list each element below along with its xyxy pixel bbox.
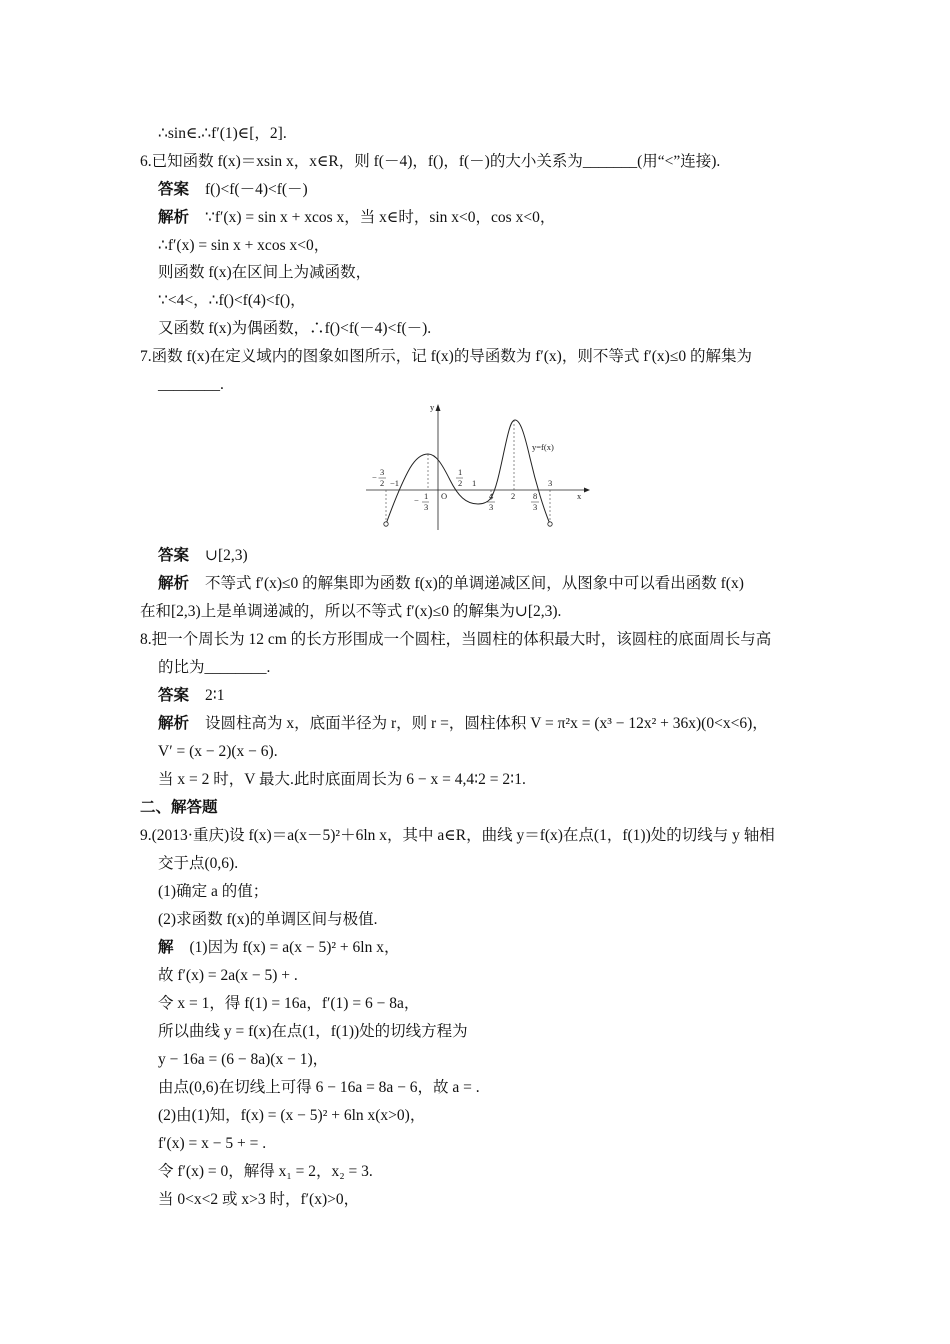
line-text: 7.函数 f(x)在定义域内的图象如图所示，记 f(x)的导函数为 f′(x)，则不等式 f′(x)≤0 的解集为 (140, 348, 752, 365)
line-text: (1)确定 a 的值； (158, 883, 269, 900)
line-text: (2)由(1)知，f(x) = (x − 5)² + 6ln x(x>0)， (158, 1107, 426, 1124)
y-axis-label: y (430, 402, 435, 412)
line-text: ∴f′(x) = sin x + xcos x<0， (158, 237, 330, 254)
tick-half-num: 1 (458, 467, 463, 477)
tick-eight-third-den: 3 (533, 502, 538, 512)
tick-neg-third-sign: − (414, 495, 419, 505)
line-text: ∪[2,3) (205, 547, 248, 564)
text-line (158, 966, 298, 986)
text-line (158, 1078, 480, 1098)
text-line (158, 263, 371, 283)
line-text: 令 f′(x) = 0，解得 x₁ = 2，x₂ = 3. (158, 1163, 373, 1180)
text-line (158, 375, 224, 395)
line-tag: 答案 (158, 547, 190, 564)
tick-neg-three-half-num: 3 (380, 467, 385, 477)
text-line (140, 630, 771, 650)
line-tag: 答案 (158, 181, 190, 198)
tick-half-den: 2 (458, 478, 463, 488)
tick-neg-three-half-sign: − (372, 472, 377, 482)
y-axis-arrow (436, 404, 441, 411)
dashed-guides (386, 420, 553, 524)
text-line (158, 1106, 425, 1126)
text-line (158, 1134, 266, 1154)
text-line (158, 994, 419, 1014)
line-text: 当 x = 2 时，V 最大.此时底面周长为 6 − x = 4,4∶2 = 2∶1. (158, 771, 526, 788)
line-tag: 解析 (158, 715, 190, 732)
text-line (140, 826, 775, 846)
text-line (158, 1022, 468, 1042)
line-tag: 解析 (158, 575, 190, 592)
line-text: y − 16a = (6 − 8a)(x − 1)， (158, 1051, 329, 1068)
function-graph (362, 398, 594, 534)
text-line (158, 1050, 328, 1070)
line-text: 设圆柱高为 x，底面半径为 r，则 r =，圆柱体积 V = π²x = (x³ − 12x² + 36x)(0<x<6)， (205, 715, 768, 732)
origin-label: O (441, 491, 448, 501)
text-line (158, 770, 526, 790)
line-text: 的比为________. (158, 659, 271, 676)
tick-three: 3 (548, 478, 553, 488)
line-text: 2∶1 (205, 687, 225, 704)
text-line (158, 574, 744, 594)
x-axis-label: x (577, 491, 582, 501)
line-text: ∵f′(x) = sin x + xcos x，当 x∈时，sin x<0，cos x<0， (205, 209, 556, 226)
text-line (158, 854, 238, 874)
text-line (140, 347, 752, 367)
line-text: 9.(2013·重庆)设 f(x)＝a(x－5)²＋6ln x，其中 a∈R，曲线 y＝f(x)在点(1，f(1))处的切线与 y 轴相 (140, 827, 775, 844)
line-tag: 解析 (158, 209, 190, 226)
text-line (158, 1162, 373, 1182)
line-text: f′(x) = x − 5 + = . (158, 1135, 267, 1152)
line-text: (1)因为 f(x) = a(x − 5)² + 6ln x， (189, 939, 400, 956)
line-text: 又函数 f(x)为偶函数，∴f()<f(－4)<f(－). (158, 320, 432, 337)
line-text: 交于点(0,6). (158, 855, 239, 872)
open-endpoint-right (548, 522, 552, 526)
text-line (140, 152, 720, 172)
line-tag: 答案 (158, 687, 190, 704)
text-line (140, 602, 561, 622)
line-text: 所以曲线 y = f(x)在点(1，f(1))处的切线方程为 (158, 1023, 468, 1040)
line-text: 令 x = 1，得 f(1) = 16a，f′(1) = 6 − 8a， (158, 995, 420, 1012)
curve-label: y=f(x) (532, 442, 554, 452)
line-text: 不等式 f′(x)≤0 的解集即为函数 f(x)的单调递减区间，从图象中可以看出函数 f(x) (205, 575, 744, 592)
function-graph-figure (362, 398, 594, 534)
tick-eight-third-num: 8 (533, 491, 538, 501)
line-text: 故 f′(x) = 2a(x − 5) + . (158, 967, 298, 984)
text-line (158, 124, 287, 144)
line-text: ________. (158, 376, 224, 393)
line-text: ∴sin∈.∴f′(1)∈[，2]. (158, 125, 287, 142)
text-line (158, 319, 431, 339)
line-text: 二、解答题 (140, 799, 218, 816)
text-line (158, 1190, 359, 1210)
tick-neg-third-den: 3 (424, 502, 429, 512)
text-line (158, 291, 306, 311)
x-axis-arrow (584, 488, 590, 493)
line-text: 8.把一个周长为 12 cm 的长方形围成一个圆柱，当圆柱的体积最大时，该圆柱的底面周长与高 (140, 631, 772, 648)
text-line (158, 714, 768, 734)
line-text: 则函数 f(x)在区间上为减函数， (158, 264, 372, 281)
text-line (140, 798, 218, 818)
line-text: 当 0<x<2 或 x>3 时，f′(x)>0， (158, 1191, 360, 1208)
text-line (158, 236, 329, 256)
tick-four-third-num: 4 (489, 491, 494, 501)
line-text: (2)求函数 f(x)的单调区间与极值. (158, 911, 378, 928)
line-text: 由点(0,6)在切线上可得 6 − 16a = 8a − 6，故 a = . (158, 1079, 480, 1096)
tick-neg-three-half-den: 2 (380, 478, 385, 488)
text-line (158, 882, 268, 902)
text-line (158, 180, 308, 200)
line-text: 在和[2,3)上是单调递减的，所以不等式 f′(x)≤0 的解集为∪[2,3). (140, 603, 562, 620)
tick-neg-third-num: 1 (424, 491, 429, 501)
function-curve (386, 420, 553, 524)
text-line (158, 658, 270, 678)
line-text: f()<f(－4)<f(－) (205, 181, 308, 198)
line-text: 6.已知函数 f(x)＝xsin x，x∈R，则 f(－4)，f()，f(－)的大小关系为_______(用“<”连接). (140, 153, 721, 170)
text-line (158, 938, 399, 958)
line-tag: 解 (158, 939, 174, 956)
text-line (158, 208, 555, 228)
text-line (158, 910, 378, 930)
text-line (158, 546, 248, 566)
tick-two: 2 (511, 491, 516, 501)
open-endpoint-left (384, 522, 388, 526)
line-text: ∵<4<，∴f()<f(4)<f()， (158, 292, 306, 309)
tick-one: 1 (472, 478, 477, 488)
tick-neg-one: −1 (390, 478, 400, 488)
text-line (158, 742, 278, 762)
line-text: V′ = (x − 2)(x − 6). (158, 743, 278, 760)
tick-four-third-den: 3 (489, 502, 494, 512)
text-line (158, 686, 225, 706)
